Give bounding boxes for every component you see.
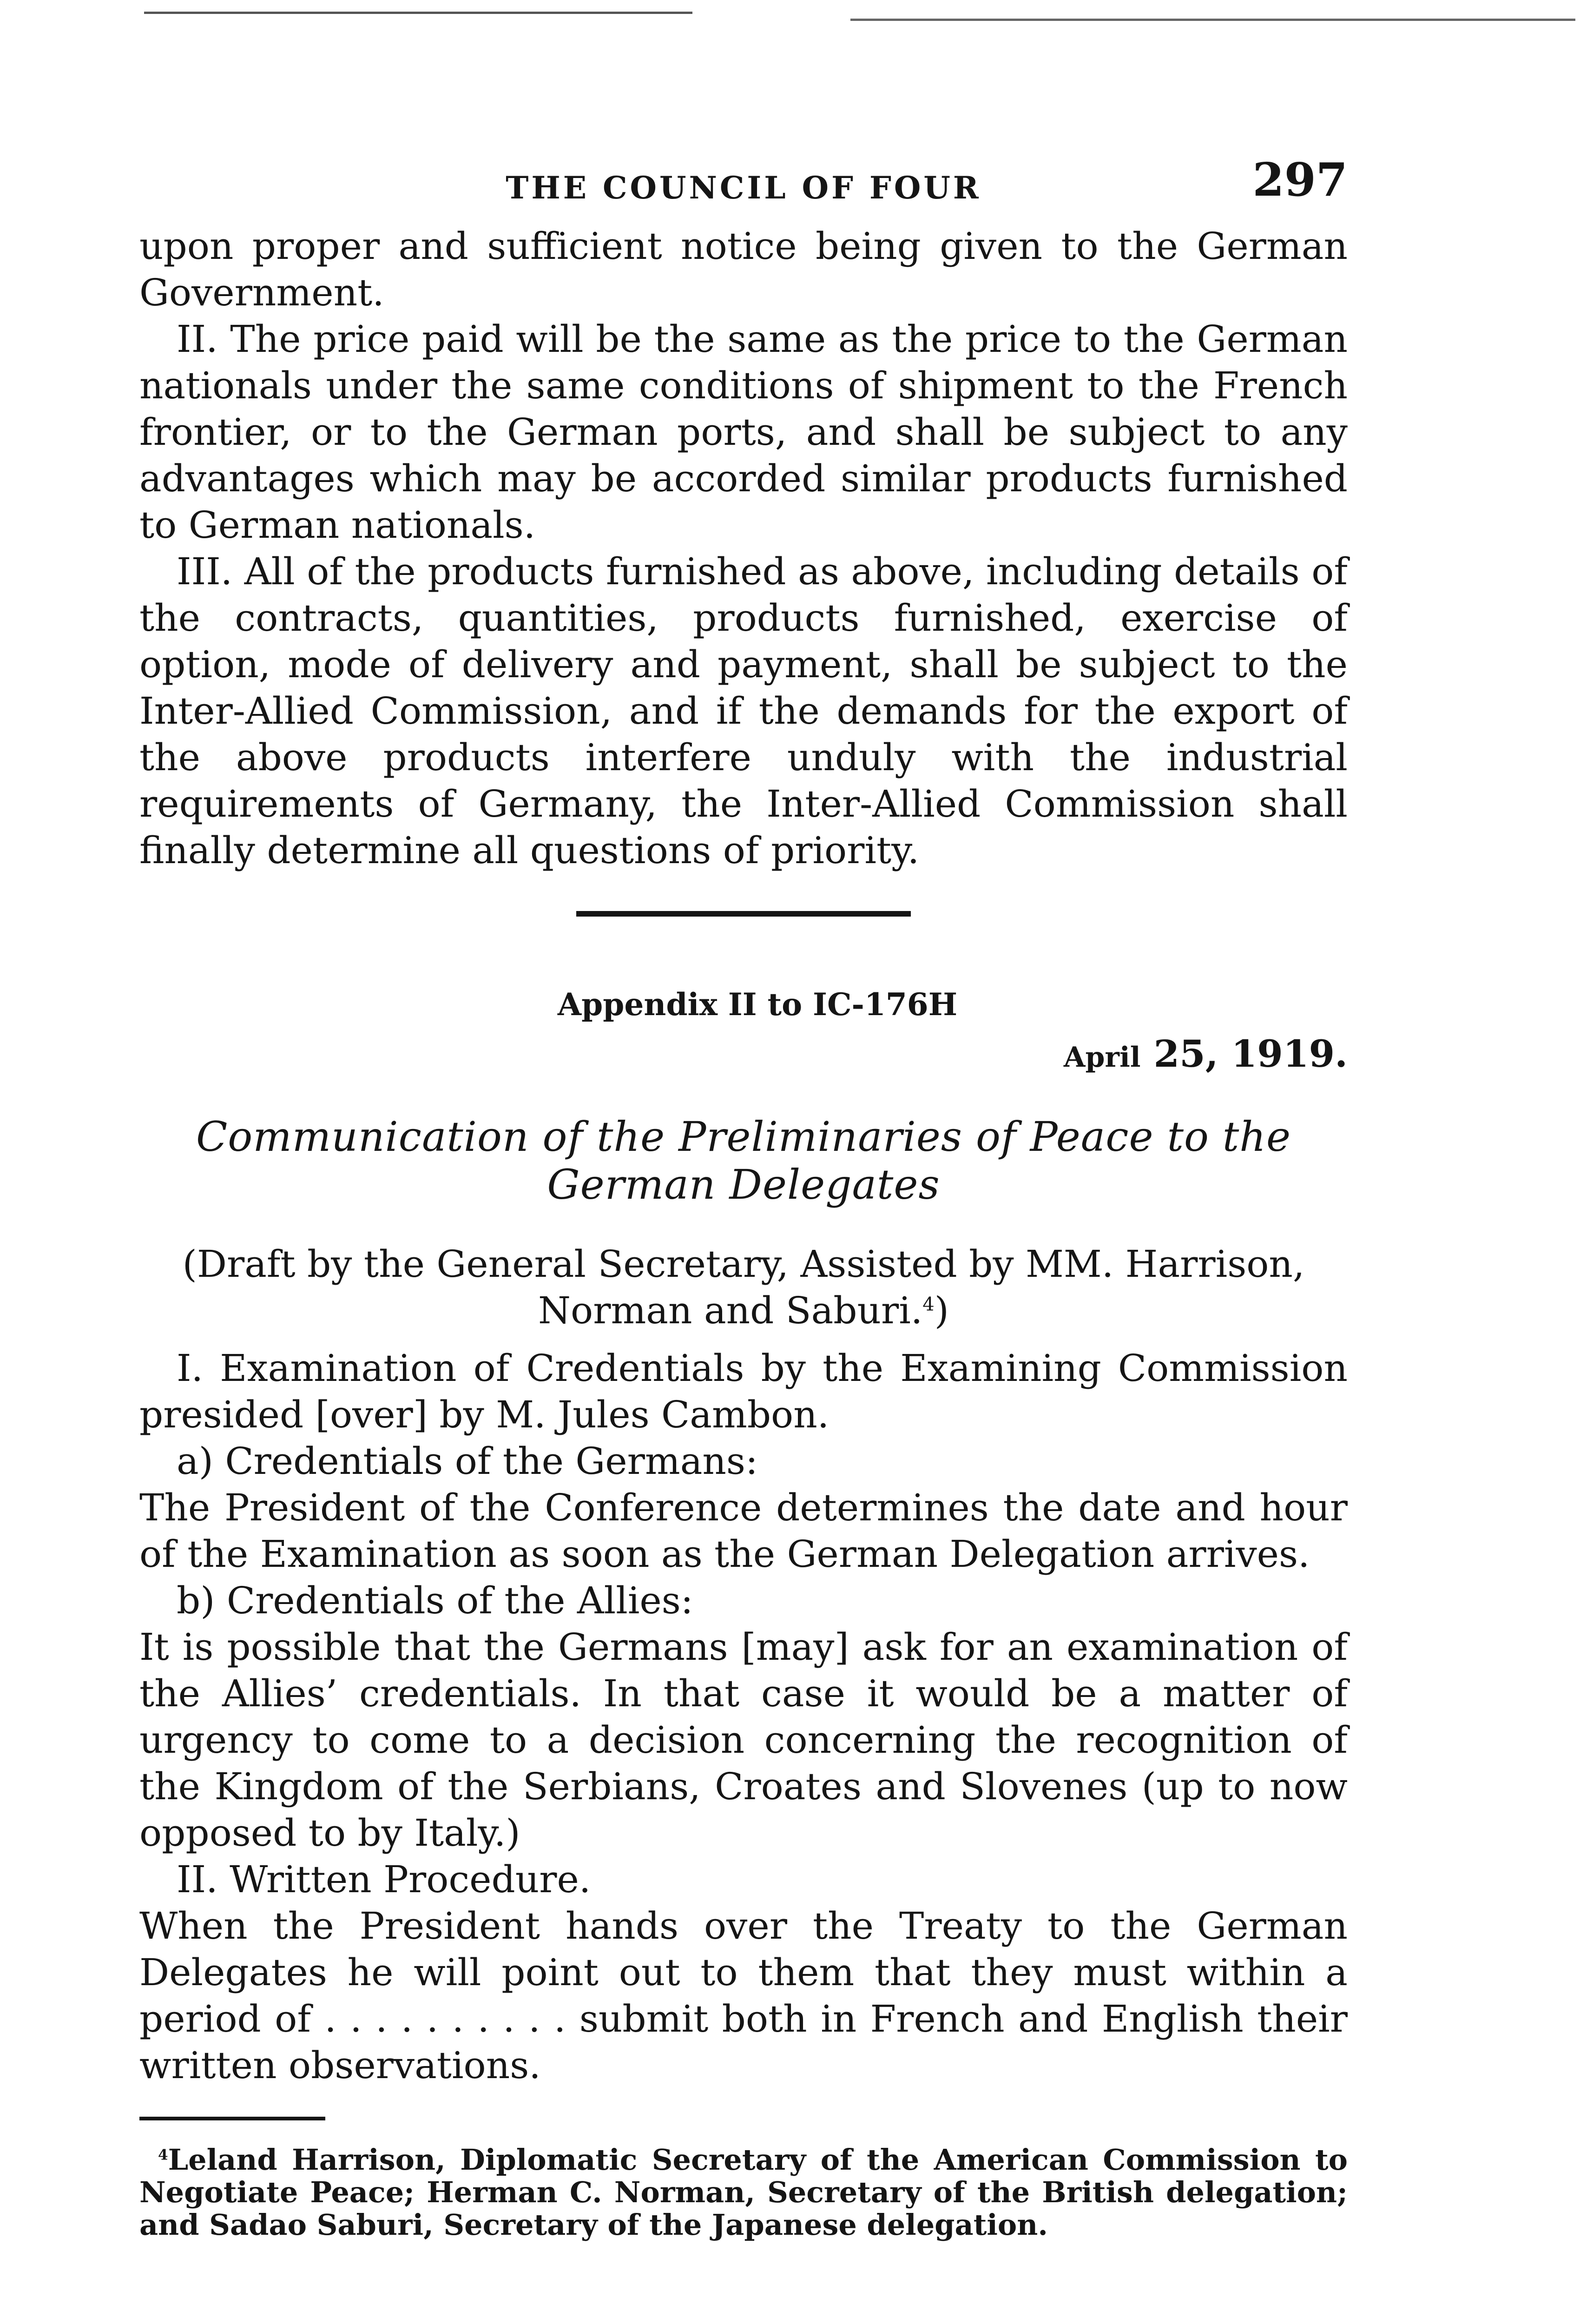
page [139, 144, 1348, 2241]
footnote-ref: 4 [922, 1294, 935, 1315]
item-credentials-allies: b) Credentials of the Allies: [177, 1579, 693, 1622]
page-header [139, 144, 1348, 223]
running-title: THE COUNCIL OF FOUR [506, 170, 981, 206]
appendix-label: Appendix II to IC-176H [557, 986, 958, 1023]
item-examination-credentials: I. Examination of Credentials by the Examining Commission presided [over] by M. Jules Cambon. [139, 1347, 1348, 1436]
footnote [139, 2144, 1348, 2241]
paragraph-ii-price: II. The price paid will be the same as the price to the German nationals under the same conditions of shipment to the French frontier, or to the German ports, and shall be subject to any advantages which may be accorded similar products furnished to German nationals. [139, 317, 1348, 547]
paragraph-continuation: upon proper and sufficient notice being given to the German Government. [139, 224, 1348, 314]
appendix-body [139, 1345, 1348, 2089]
draft-note [139, 1241, 1348, 1334]
date-month: April [1063, 1041, 1141, 1074]
footnote-rule [139, 2117, 325, 2120]
footnote-mark: 4 [158, 2146, 168, 2164]
draft-text: (Draft by the General Secretary, Assisted by MM. Harrison, Norman and Saburi. [182, 1242, 1305, 1332]
date-rest: 25, 1919. [1153, 1032, 1348, 1076]
item-president-determines: The President of the Conference determines the date and hour of the Examination as soon as the German Delegation arrives. [139, 1486, 1348, 1576]
item-credentials-germans: a) Credentials of the Germans: [177, 1439, 758, 1483]
body-text-top [139, 223, 1348, 874]
footnote-text: Leland Harrison, Diplomatic Secretary of the American Commission to Negotiate Peace; Herman C. Norman, Secretary of the British delegation; and Sadao Saburi, Secretary of the Japanese delegation. [139, 2143, 1348, 2242]
item-president-hands-treaty: When the President hands over the Treaty to the German Delegates he will point out to them that they must within a period of . . . . . . . . . . submit both in French and English their written observations. [139, 1904, 1348, 2087]
scan-edge-line-left [144, 12, 692, 14]
appendix-date [139, 1032, 1348, 1076]
item-examination-allies: It is possible that the Germans [may] ask for an examination of the Allies’ credentials. In that case it would be a matter of urgency to come to a decision concerning the recognition of the Kingdom of the Serbians, Croates and Slovenes (up to now opposed to by Italy.) [139, 1625, 1348, 1855]
paragraph-iii-products: III. All of the products furnished as above, including details of the contracts, quantities, products furnished, exercise of option, mode of delivery and payment, shall be subject to the Inter-Allied Commission, and if the demands for the export of the above products interfere unduly with the industrial requirements of Germany, the Inter-Allied Commission shall finally determine all questions of priority. [139, 550, 1348, 872]
section-separator [576, 911, 911, 917]
scan-edge-line-right [850, 19, 1575, 21]
communication-title: Communication of the Preliminaries of Peace to the German Delegates [196, 1113, 1291, 1208]
page-number: 297 [1252, 153, 1348, 207]
draft-end: ) [934, 1289, 949, 1332]
item-written-procedure: II. Written Procedure. [177, 1858, 591, 1901]
